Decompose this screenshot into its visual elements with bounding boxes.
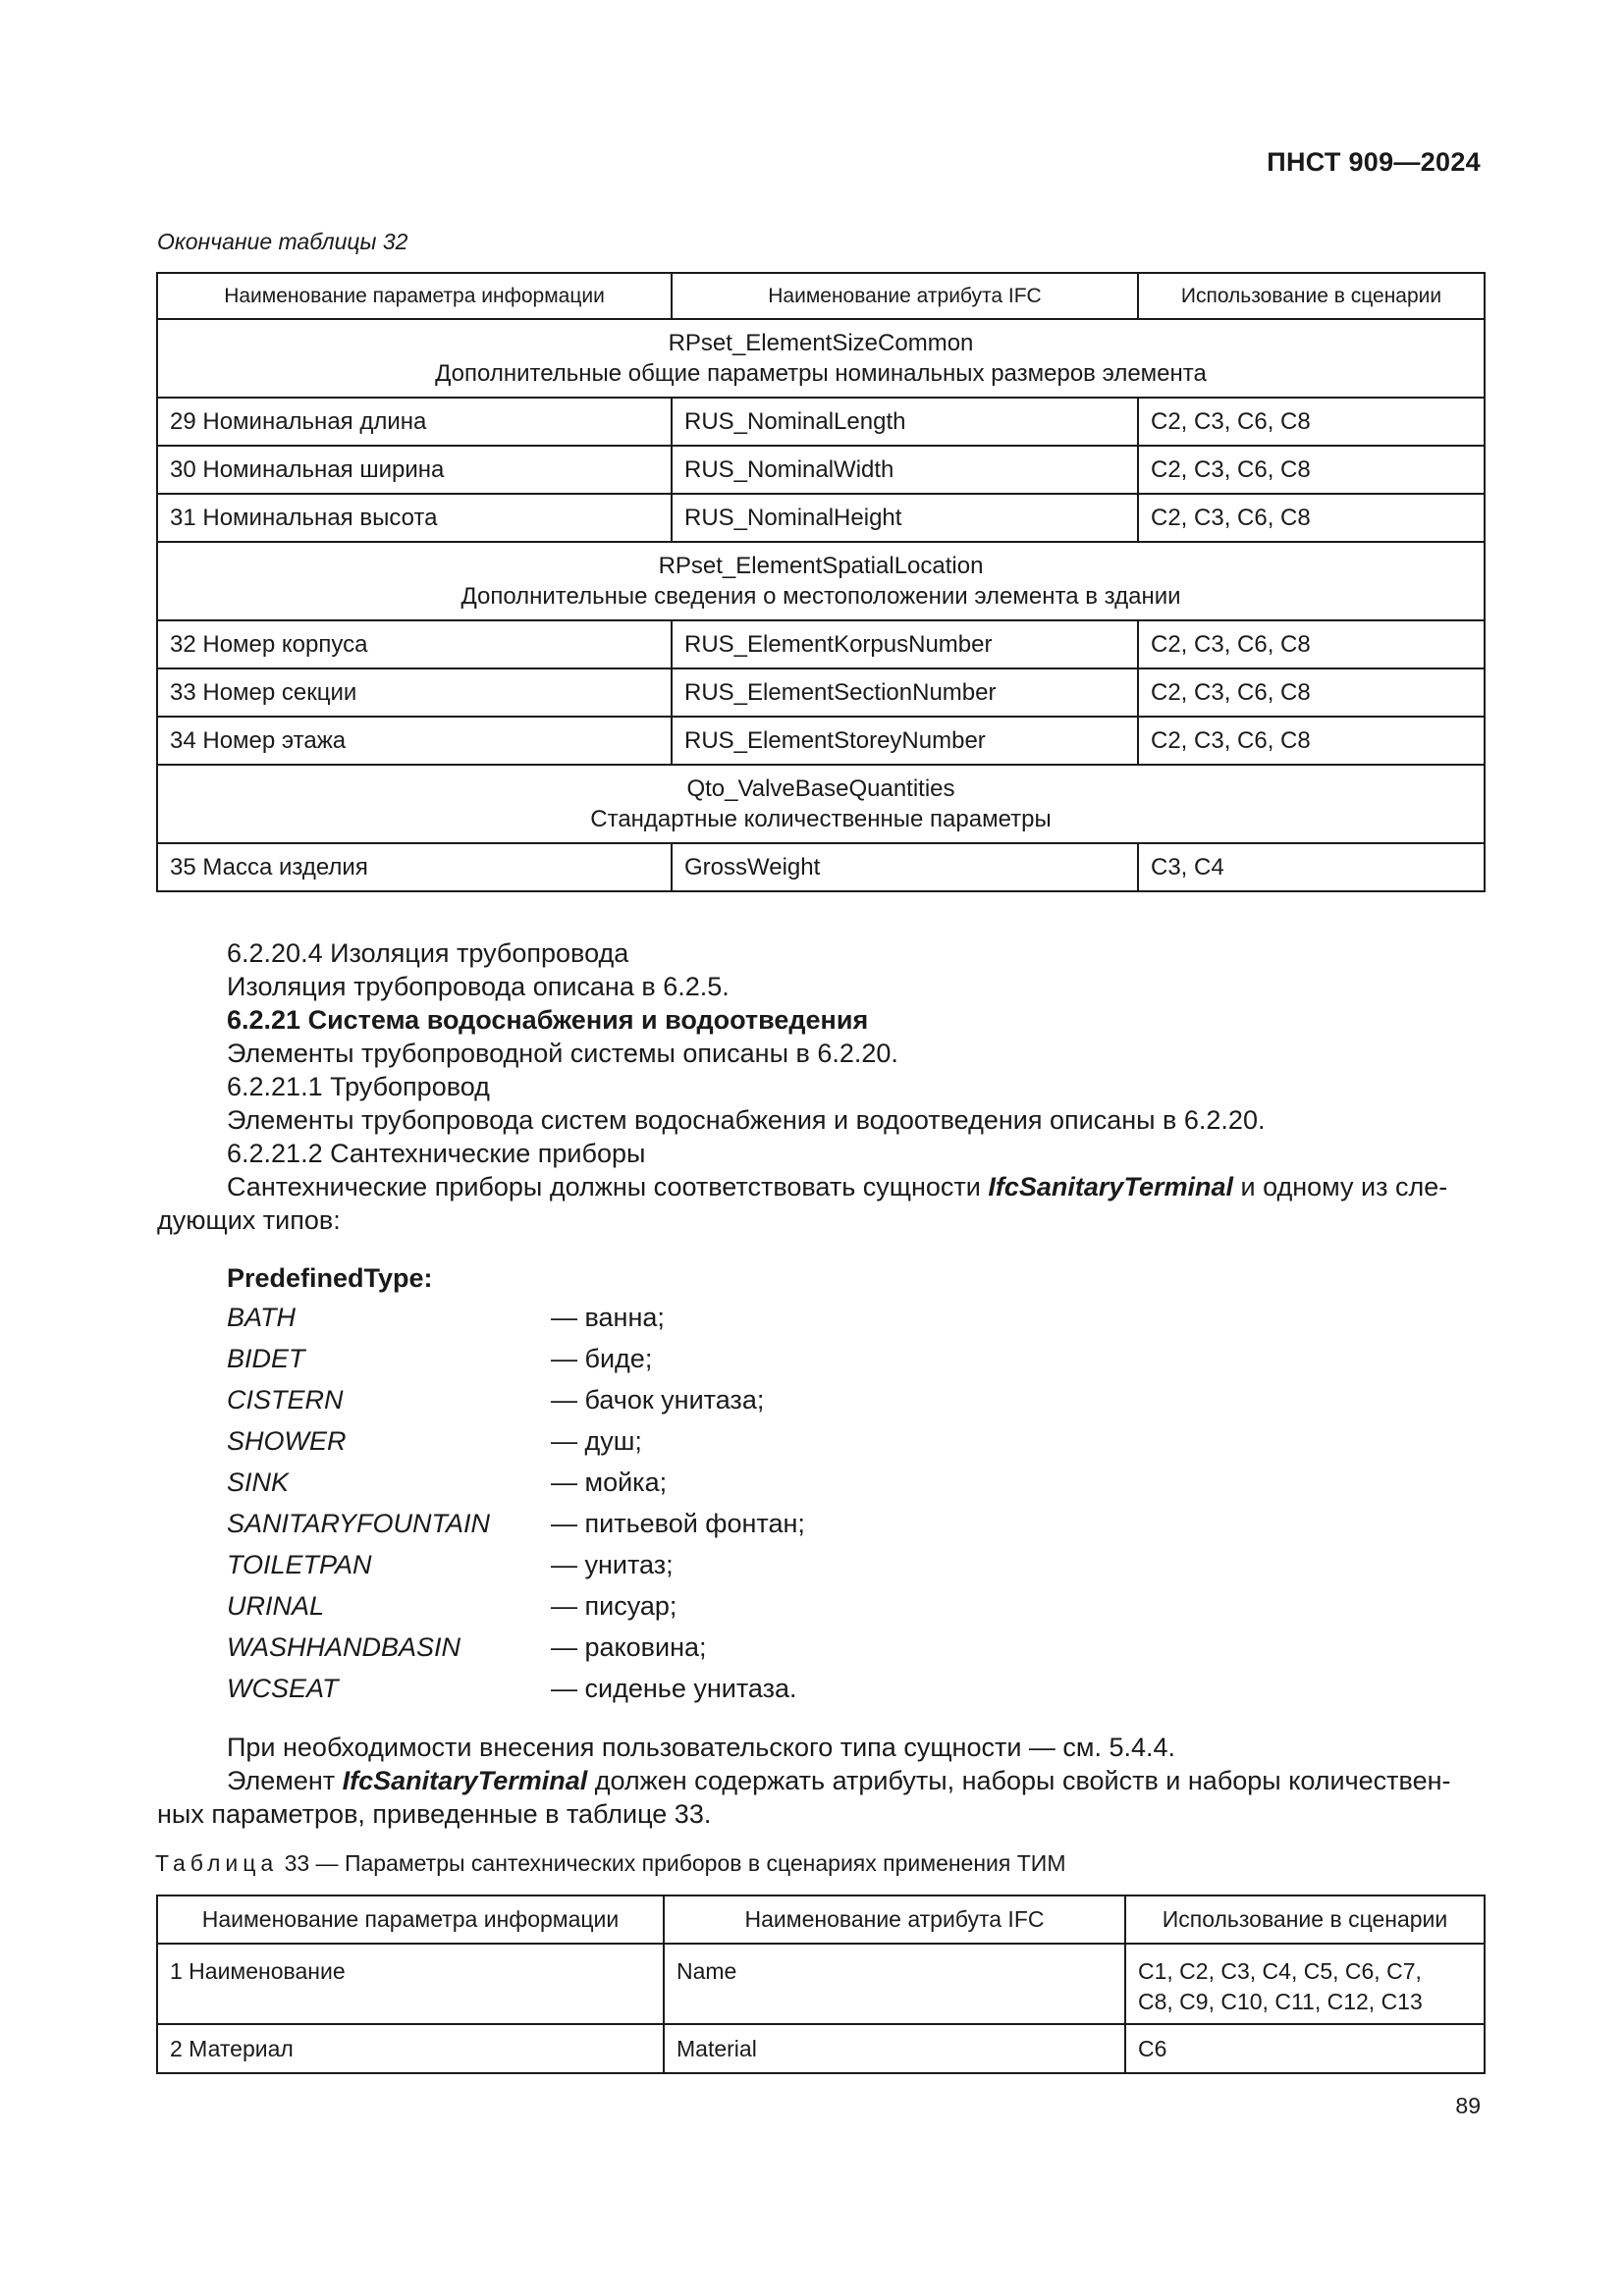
group-row: [157, 542, 1485, 620]
attr-cell: RUS_NominalLength: [672, 398, 1138, 446]
usage-cell: C2, C3, C6, C8: [1138, 446, 1485, 494]
group-heading: [157, 319, 1485, 398]
param-cell: 30 Номинальная ширина: [157, 446, 672, 494]
type-desc: — сиденье унитаза.: [551, 1674, 797, 1703]
column-header: Наименование атрибута IFC: [664, 1896, 1125, 1944]
clause-heading: 6.2.21.1 Трубопровод: [227, 1072, 490, 1101]
type-desc: — душ;: [551, 1426, 642, 1456]
attr-cell: RUS_ElementKorpusNumber: [672, 620, 1138, 668]
type-desc: — мойка;: [551, 1468, 668, 1497]
param-cell: 29 Номинальная длина: [157, 398, 672, 446]
param-cell: 34 Номер этажа: [157, 717, 672, 765]
table-header-row: [157, 273, 1485, 319]
attr-cell: Name: [664, 1944, 1125, 2024]
table-header-row: [157, 1896, 1485, 1944]
text-span: и одному из сле-: [1232, 1172, 1448, 1201]
type-name: CISTERN: [227, 1385, 344, 1415]
table-32: [156, 272, 1486, 892]
column-header: Использование в сценарии: [1138, 273, 1485, 319]
column-header: Наименование параметра информации: [157, 273, 672, 319]
param-cell: 1 Наименование: [157, 1944, 664, 2024]
table-row: [157, 620, 1485, 668]
param-cell: 32 Номер корпуса: [157, 620, 672, 668]
text-span: Элемент: [227, 1766, 343, 1795]
attr-cell: GrossWeight: [672, 843, 1138, 891]
usage-cell: C2, C3, C6, C8: [1138, 398, 1485, 446]
group-row: [157, 765, 1485, 843]
param-cell: 31 Номинальная высота: [157, 494, 672, 542]
caption-label: Таблица: [155, 1850, 279, 1876]
usage-cell: C2, C3, C6, C8: [1138, 717, 1485, 765]
paragraph: Элементы трубопроводной системы описаны в 6.2.20.: [227, 1039, 898, 1068]
type-name: TOILETPAN: [227, 1550, 372, 1579]
group-subtitle: Стандартные количественные параметры: [590, 806, 1052, 832]
usage-cell: C2, C3, C6, C8: [1138, 620, 1485, 668]
predefined-type-label: PredefinedType:: [227, 1263, 433, 1293]
attr-cell: RUS_NominalWidth: [672, 446, 1138, 494]
type-name: SANITARYFOUNTAIN: [227, 1509, 491, 1538]
type-desc: — раковина;: [551, 1632, 707, 1662]
caption-title: 33 — Параметры сантехнических приборов в сценариях применения ТИМ: [278, 1850, 1066, 1876]
group-row: [157, 319, 1485, 398]
type-name: URINAL: [227, 1591, 325, 1621]
table-row: [157, 843, 1485, 891]
attr-cell: RUS_NominalHeight: [672, 494, 1138, 542]
paragraph: [157, 1764, 1484, 1797]
type-desc: — питьевой фонтан;: [551, 1509, 805, 1538]
clause-heading: 6.2.21.2 Сантехнические приборы: [227, 1139, 646, 1168]
usage-cell: C2, C3, C6, C8: [1138, 494, 1485, 542]
type-desc: — бачок унитаза;: [551, 1385, 765, 1415]
group-heading: [157, 765, 1485, 843]
paragraph-continuation: ных параметров, приведенные в таблице 33.: [157, 1799, 712, 1829]
column-header: Использование в сценарии: [1125, 1896, 1485, 1944]
page-number: 89: [1455, 2093, 1481, 2118]
param-cell: 2 Материал: [157, 2024, 664, 2073]
attr-cell: Material: [664, 2024, 1125, 2073]
type-desc: — писуар;: [551, 1591, 677, 1621]
entity-name: IfcSanitaryTerminal: [988, 1172, 1233, 1201]
group-subtitle: Дополнительные сведения о местоположении элемента в здании: [460, 583, 1181, 610]
paragraph: [157, 1170, 1484, 1203]
table-33: [156, 1895, 1486, 2074]
paragraph-continuation: дующих типов:: [157, 1205, 341, 1235]
usage-cell: C2, C3, C6, C8: [1138, 668, 1485, 717]
type-name: WCSEAT: [227, 1674, 339, 1703]
type-desc: — унитаз;: [551, 1550, 674, 1579]
attr-cell: RUS_ElementStoreyNumber: [672, 717, 1138, 765]
table-row: [157, 2024, 1485, 2073]
table-row: [157, 1944, 1485, 2024]
table-row: [157, 668, 1485, 717]
paragraph: Элементы трубопровода систем водоснабжения и водоотведения описаны в 6.2.20.: [227, 1105, 1266, 1135]
entity-name: IfcSanitaryTerminal: [342, 1766, 588, 1795]
table-row: [157, 717, 1485, 765]
group-title: RPset_ElementSpatialLocation: [658, 553, 984, 579]
table-continuation-caption: Окончание таблицы 32: [157, 229, 408, 254]
body-text-block: [157, 936, 1484, 1237]
type-desc: — ванна;: [551, 1303, 665, 1332]
column-header: Наименование атрибута IFC: [672, 273, 1138, 319]
usage-cell: C3, C4: [1138, 843, 1485, 891]
group-heading: [157, 542, 1485, 620]
table-row: [157, 446, 1485, 494]
param-cell: 33 Номер секции: [157, 668, 672, 717]
body-text-block-2: [157, 1731, 1484, 1831]
section-heading: 6.2.21 Система водоснабжения и водоотведения: [227, 1005, 869, 1035]
column-header: Наименование параметра информации: [157, 1896, 664, 1944]
group-title: Qto_ValveBaseQuantities: [686, 775, 955, 802]
usage-line: C1, C2, C3, C4, C5, C6, C7,: [1138, 1958, 1422, 1984]
type-name: SHOWER: [227, 1426, 347, 1456]
usage-line: C8, C9, C10, C11, C12, C13: [1138, 1989, 1423, 2014]
type-name: WASHHANDBASIN: [227, 1632, 461, 1662]
table-row: [157, 398, 1485, 446]
attr-cell: RUS_ElementSectionNumber: [672, 668, 1138, 717]
param-cell: 35 Масса изделия: [157, 843, 672, 891]
text-span: должен содержать атрибуты, наборы свойств и наборы количествен-: [587, 1766, 1451, 1795]
table-row: [157, 494, 1485, 542]
text-span: Сантехнические приборы должны соответствовать сущности: [227, 1172, 989, 1201]
type-name: BATH: [227, 1303, 297, 1332]
table-caption: [155, 1850, 1065, 1877]
type-name: BIDET: [227, 1344, 305, 1373]
paragraph: При необходимости внесения пользовательского типа сущности — см. 5.4.4.: [227, 1733, 1176, 1762]
group-subtitle: Дополнительные общие параметры номинальных размеров элемента: [435, 360, 1207, 387]
standard-id: ПНСТ 909—2024: [1267, 147, 1481, 177]
usage-cell: [1125, 1944, 1485, 2024]
clause-heading: 6.2.20.4 Изоляция трубопровода: [227, 938, 629, 968]
type-name: SINK: [227, 1468, 290, 1497]
type-desc: — биде;: [551, 1344, 653, 1373]
usage-cell: C6: [1125, 2024, 1485, 2073]
group-title: RPset_ElementSizeCommon: [668, 330, 974, 356]
paragraph: Изоляция трубопровода описана в 6.2.5.: [227, 972, 730, 1001]
